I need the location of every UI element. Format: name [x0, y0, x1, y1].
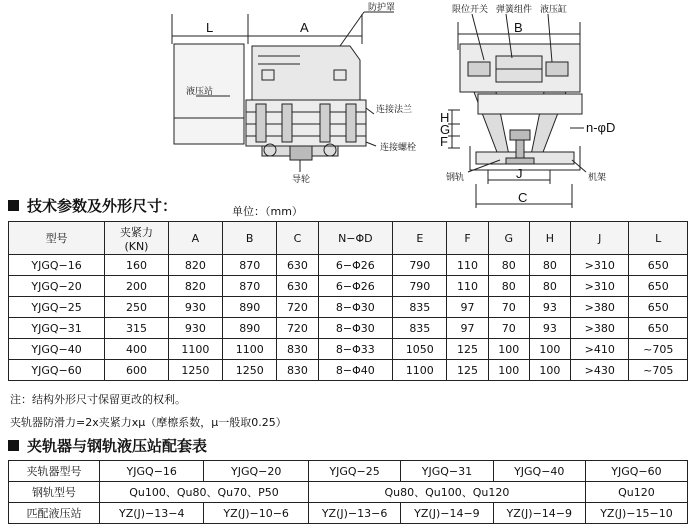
spec-header-cell: F [447, 222, 488, 255]
spec-cell: 315 [105, 318, 169, 339]
spec-header-cell: 型号 [9, 222, 105, 255]
spec-cell: 8−Φ30 [318, 318, 393, 339]
note-formula: 夹轨器防滑力=2x夹紧力xμ（摩檫系数，μ一般取0.25） [10, 416, 287, 429]
spec-cell: >380 [571, 297, 629, 318]
spec-header-cell: J [571, 222, 629, 255]
spec-cell: 1100 [393, 360, 447, 381]
square-bullet-icon [8, 440, 19, 451]
spec-cell: 93 [529, 297, 570, 318]
spec-cell: 1100 [223, 339, 277, 360]
spec-cell: >310 [571, 255, 629, 276]
spec-cell: YJGQ−60 [9, 360, 105, 381]
match-cell-station: YZ(J)−14−9 [493, 503, 585, 524]
spec-cell: 650 [629, 318, 688, 339]
spec-cell: 110 [447, 255, 488, 276]
spec-cell: 830 [277, 360, 318, 381]
spec-cell: 870 [223, 255, 277, 276]
spec-cell: 830 [277, 339, 318, 360]
dim-label-L: L [206, 20, 214, 35]
spec-cell: 125 [447, 339, 488, 360]
spec-cell: ~705 [629, 360, 688, 381]
spec-cell: 890 [223, 297, 277, 318]
spec-cell: 820 [168, 276, 222, 297]
match-row-stations [9, 503, 688, 524]
match-cell-model: YJGQ−16 [100, 461, 204, 482]
spec-table [8, 221, 688, 381]
label-rail: 钢轨 [446, 173, 465, 183]
spec-cell: 200 [105, 276, 169, 297]
spec-cell: YJGQ−40 [9, 339, 105, 360]
spec-cell: 100 [488, 360, 529, 381]
table-row [9, 255, 688, 276]
spec-cell: 1050 [393, 339, 447, 360]
spec-cell: 70 [488, 297, 529, 318]
spec-cell: 125 [447, 360, 488, 381]
label-cylinder: 液压缸 [540, 5, 568, 15]
spec-cell: 8−Φ33 [318, 339, 393, 360]
section-title-specs-text: 技术参数及外形尺寸： [27, 197, 178, 215]
spec-cell: 6−Φ26 [318, 255, 393, 276]
dim-label-G: G [440, 122, 451, 137]
dim-label-F: F [440, 134, 448, 149]
label-guard: 防护罩 [368, 3, 396, 13]
section-title-matching-text: 夹轨器与钢轨液压站配套表 [27, 437, 208, 455]
spec-cell: 870 [223, 276, 277, 297]
dim-label-A: A [300, 20, 309, 35]
match-cell-model: YJGQ−20 [204, 461, 308, 482]
dim-label-J: J [516, 166, 523, 181]
match-cell-station: YZ(J)−10−6 [204, 503, 308, 524]
dim-label-B: B [514, 20, 523, 35]
section-title-specs [8, 195, 177, 216]
match-cell-model: YJGQ−40 [493, 461, 585, 482]
spec-cell: 650 [629, 255, 688, 276]
spec-header-cell: H [529, 222, 570, 255]
spec-table-body [9, 255, 688, 381]
spec-cell: 250 [105, 297, 169, 318]
table-row [9, 339, 688, 360]
spec-cell: 100 [488, 339, 529, 360]
label-flange: 连接法兰 [376, 105, 413, 115]
spec-cell: YJGQ−20 [9, 276, 105, 297]
match-cell-model: YJGQ−25 [308, 461, 400, 482]
spec-cell: 890 [223, 318, 277, 339]
spec-cell: 8−Φ40 [318, 360, 393, 381]
spec-header-cell: G [488, 222, 529, 255]
spec-cell: 600 [105, 360, 169, 381]
spec-header-cell: C [277, 222, 318, 255]
spec-cell: 1250 [223, 360, 277, 381]
matching-table [8, 460, 688, 524]
spec-cell: 110 [447, 276, 488, 297]
note-rights: 注：结构外形尺寸保留更改的权利。 [10, 393, 186, 406]
match-row-header: 匹配液压站 [9, 503, 100, 524]
spec-cell: 100 [529, 339, 570, 360]
square-bullet-icon [8, 200, 19, 211]
spec-cell: 930 [168, 297, 222, 318]
spec-cell: >410 [571, 339, 629, 360]
dim-label-nD: n-φD [586, 120, 616, 135]
match-row-header: 钢轨型号 [9, 482, 100, 503]
spec-cell: 97 [447, 318, 488, 339]
spec-cell: >430 [571, 360, 629, 381]
spec-cell: 160 [105, 255, 169, 276]
spec-cell: 6−Φ26 [318, 276, 393, 297]
spec-cell: 630 [277, 255, 318, 276]
spec-cell: 720 [277, 297, 318, 318]
spec-cell: 790 [393, 276, 447, 297]
spec-cell: 790 [393, 255, 447, 276]
section-title-matching [8, 435, 207, 456]
label-hydraulic-station: 液压站 [186, 87, 214, 97]
match-cell-station: YZ(J)−14−9 [401, 503, 493, 524]
technical-drawing [0, 0, 696, 205]
spec-header-cell: E [393, 222, 447, 255]
dim-label-C: C [518, 190, 528, 205]
spec-cell: 720 [277, 318, 318, 339]
match-cell-station: YZ(J)−13−6 [308, 503, 400, 524]
spec-cell: 70 [488, 318, 529, 339]
label-frame: 机架 [588, 173, 607, 183]
spec-cell: >380 [571, 318, 629, 339]
spec-cell: 650 [629, 276, 688, 297]
match-cell-rail: Qu100、Qu80、Qu70、P50 [100, 482, 309, 503]
spec-cell: 820 [168, 255, 222, 276]
label-limit-switch: 限位开关 [452, 5, 489, 15]
spec-cell: 650 [629, 297, 688, 318]
spec-cell: YJGQ−16 [9, 255, 105, 276]
spec-cell: 80 [488, 276, 529, 297]
drawing-svg [0, 0, 696, 205]
table-row [9, 318, 688, 339]
match-cell-rail: Qu120 [585, 482, 687, 503]
spec-header-cell: N−ΦD [318, 222, 393, 255]
spec-cell: 835 [393, 297, 447, 318]
spec-header-cell: 夹紧力 (KN) [105, 222, 169, 255]
spec-cell: >310 [571, 276, 629, 297]
spec-cell: 80 [529, 276, 570, 297]
spec-cell: 80 [488, 255, 529, 276]
match-cell-station: YZ(J)−15−10 [585, 503, 687, 524]
match-row-models [9, 461, 688, 482]
table-row [9, 276, 688, 297]
match-cell-model: YJGQ−31 [401, 461, 493, 482]
label-bolt: 连接螺栓 [380, 143, 417, 153]
spec-cell: 80 [529, 255, 570, 276]
label-guide-wheel: 导轮 [292, 175, 311, 185]
table-row [9, 297, 688, 318]
spec-header-cell: L [629, 222, 688, 255]
spec-cell: YJGQ−25 [9, 297, 105, 318]
spec-cell: 97 [447, 297, 488, 318]
spec-cell: 630 [277, 276, 318, 297]
spec-cell: 1250 [168, 360, 222, 381]
dim-label-H: H [440, 110, 450, 125]
spec-table-header-row [9, 222, 688, 255]
spec-cell: 835 [393, 318, 447, 339]
spec-cell: 400 [105, 339, 169, 360]
table-row [9, 360, 688, 381]
spec-cell: 93 [529, 318, 570, 339]
match-row-header: 夹轨器型号 [9, 461, 100, 482]
spec-cell: 930 [168, 318, 222, 339]
unit-label: 单位：（mm） [232, 205, 303, 218]
spec-cell: 1100 [168, 339, 222, 360]
match-cell-rail: Qu80、Qu100、Qu120 [308, 482, 585, 503]
spec-header-cell: A [168, 222, 222, 255]
spec-cell: ~705 [629, 339, 688, 360]
label-spring-assembly: 弹簧组件 [496, 5, 533, 15]
spec-cell: 8−Φ30 [318, 297, 393, 318]
spec-cell: YJGQ−31 [9, 318, 105, 339]
match-cell-model: YJGQ−60 [585, 461, 687, 482]
spec-cell: 100 [529, 360, 570, 381]
match-row-rails [9, 482, 688, 503]
match-cell-station: YZ(J)−13−4 [100, 503, 204, 524]
spec-header-cell: B [223, 222, 277, 255]
